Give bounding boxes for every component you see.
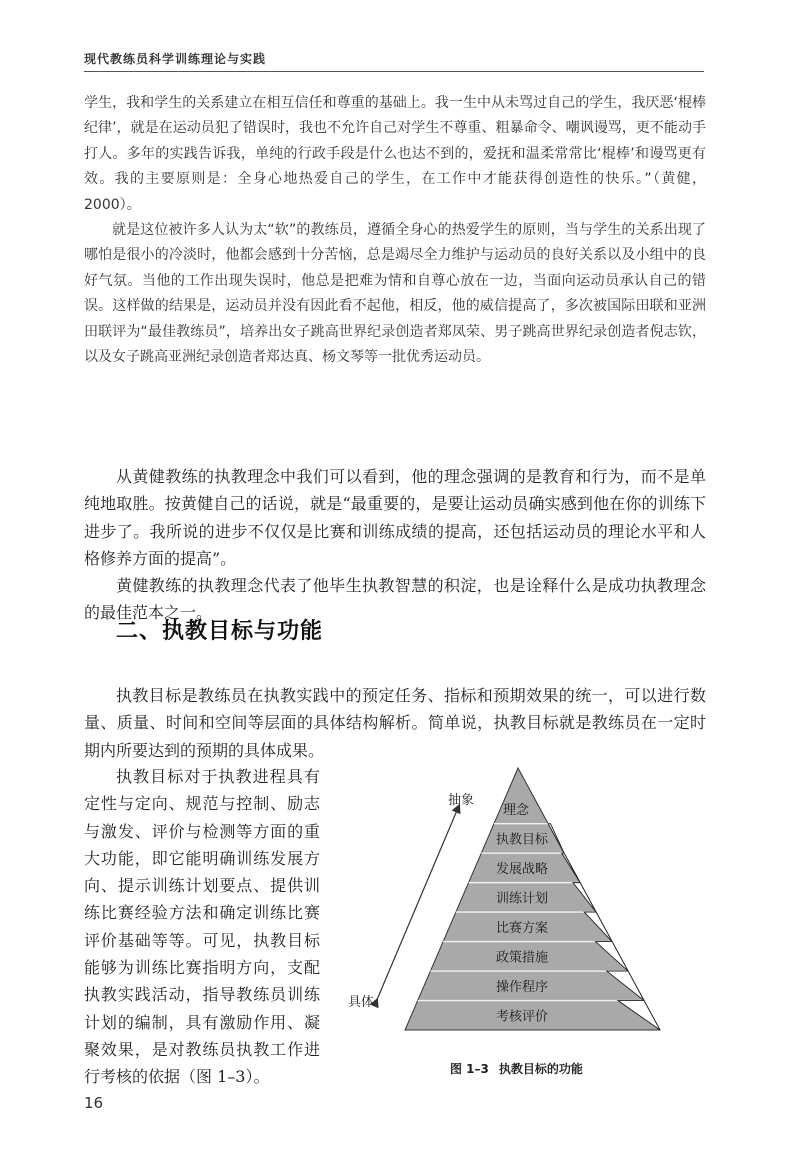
figure-caption (450, 1060, 593, 1077)
page-number: 16 (84, 1094, 104, 1112)
pyramid-level-label: 操作程序 (495, 979, 549, 995)
pyramid-level-label: 考核评价 (495, 1009, 549, 1025)
pyramid-level-label: 比赛方案 (495, 920, 549, 936)
pyramid-level-label: 发展战略 (495, 861, 549, 877)
quote-paragraph: 就是这位被许多人认为太“软”的教练员，遵循全身心的热爱学生的原则，当与学生的关系出现了哪怕是很小的冷淡时，他都会感到十分苦恼，总是竭尽全力维护与运动员的良好关系以及小组中的良好气氛。当他的工作出现失误时，他总是把难为情和自尊心放在一边，当面向运动员承认自己的错误。这样做的结果是，运动员并没有因此看不起他，相反，他的威信提高了，多次被国际田联和亚洲田联评为“最佳教练员”，培养出女子跳高世界纪录创造者郑凤荣、男子跳高世界纪录创造者倪志钦，以及女子跳高亚洲纪录创造者郑达真、杨文琴等一批优秀运动员。 (84, 222, 706, 366)
figure-number: 图 1–3 (450, 1062, 489, 1076)
label-concrete: 具体 (348, 995, 375, 1010)
pyramid-level-label: 政策措施 (495, 950, 549, 966)
section-heading: 二、执教目标与功能 (116, 619, 324, 644)
label-abstract: 抽象 (448, 793, 475, 808)
pyramid-level-label: 训练计划 (495, 891, 549, 907)
body-text-block (84, 682, 706, 764)
quote-paragraph: 学生，我和学生的关系建立在相互信任和尊重的基础上。我一生中从未骂过自己的学生，我厌恶‘棍棒纪律’，就是在运动员犯了错误时，我也不允许自己对学生不尊重、粗暴命令、嘲讽谩骂，更不能动手打人。多年的实践告诉我，单纯的行政手段是什么也达不到的，爱抚和温柔常常比‘棍棒’和谩骂更有效。我的主要原则是：全身心地热爱自己的学生，在工作中才能获得创造性的快乐。”（黄健，2000）。 (84, 95, 706, 213)
quote-block (84, 91, 706, 370)
body-paragraph: 黄健教练的执教理念代表了他毕生执教智慧的积淀，也是诠释什么是成功执教理念的最佳范本之一。 (84, 576, 706, 623)
pyramid-level-label: 理念 (502, 802, 530, 818)
figure-side-text (84, 763, 320, 1091)
pyramid-level-label: 执教目标 (495, 832, 549, 848)
running-header (84, 50, 704, 72)
body-paragraph: 执教目标是教练员在执教实践中的预定任务、指标和预期效果的统一，可以进行数量、质量、时间和空间等层面的具体结构解析。简单说，执教目标就是教练员在一定时期内所要达到的预期的具体成果。 (84, 686, 706, 760)
body-text-block (84, 463, 706, 627)
body-paragraph: 从黄健教练的执教理念中我们可以看到，他的理念强调的是教育和行为，而不是单纯地取胜。按黄健自己的话说，就是“最重要的，是要让运动员确实感到他在你的训练下进步了。我所说的进步不仅仅是比赛和训练成绩的提高，还包括运动员的理论水平和人格修养方面的提高”。 (84, 467, 706, 568)
pyramid-figure (340, 760, 680, 1060)
book-title: 现代教练员科学训练理论与实践 (84, 52, 267, 66)
body-paragraph: 执教目标对于执教进程具有定性与定向、规范与控制、励志与激发、评价与检测等方面的重大功能，即它能明确训练发展方向、提示训练计划要点、提供训练比赛经验方法和确定训练比赛评价基础等等。可见，执教目标能够为训练比赛指明方向，支配执教实践活动，指导教练员训练计划的编制，具有激励作用、凝聚效果，是对教练员执教工作进行考核的依据（图 1–3）。 (84, 767, 320, 1087)
figure-caption-text: 执教目标的功能 (498, 1062, 583, 1076)
pyramid-diagram (340, 760, 680, 1060)
